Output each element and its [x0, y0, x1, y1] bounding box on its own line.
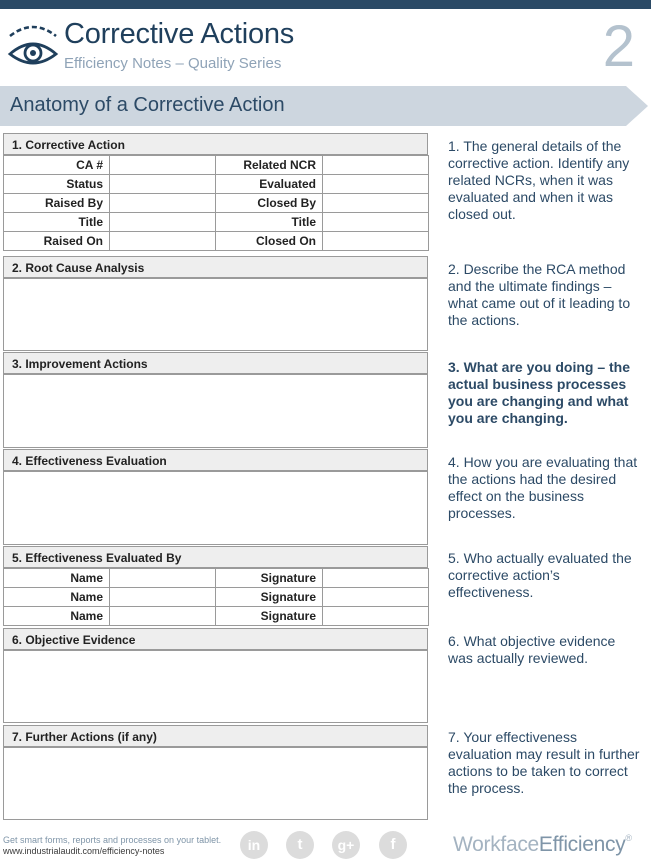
note-4: 4. How you are evaluating that the actions had the desired effect on the business processes. — [448, 454, 638, 521]
ca-number-field[interactable] — [110, 156, 216, 175]
section-header-improvement-actions: 3. Improvement Actions — [3, 352, 428, 374]
objective-evidence-textarea[interactable] — [3, 650, 428, 723]
brand-logo — [453, 833, 632, 857]
effectiveness-evaluation-textarea[interactable] — [3, 471, 428, 545]
table-row — [4, 156, 429, 175]
field-label: Closed On — [216, 232, 323, 251]
top-bar — [0, 0, 651, 9]
raised-on-field[interactable] — [110, 232, 216, 251]
closed-by-field[interactable] — [323, 194, 429, 213]
section-header-further-actions: 7. Further Actions (if any) — [3, 725, 428, 747]
further-actions-textarea[interactable] — [3, 747, 428, 820]
raised-title-field[interactable] — [110, 213, 216, 232]
note-7: 7. Your effectiveness evaluation may result in further actions to be taken to correct the process. — [448, 729, 640, 796]
table-row — [4, 232, 429, 251]
table-row — [4, 588, 429, 607]
related-ncr-field[interactable] — [323, 156, 429, 175]
table-row — [4, 194, 429, 213]
field-label: Signature — [216, 607, 323, 626]
field-label: Title — [216, 213, 323, 232]
note-5: 5. Who actually evaluated the corrective action’s effectiveness. — [448, 550, 632, 600]
table-row — [4, 607, 429, 626]
status-field[interactable] — [110, 175, 216, 194]
field-label: Evaluated — [216, 175, 323, 194]
section-header-evaluated-by: 5. Effectiveness Evaluated By — [3, 546, 428, 568]
note-2: 2. Describe the RCA method and the ultimate findings – what came out of it leading to the actions. — [448, 261, 631, 328]
signature-field[interactable] — [323, 588, 429, 607]
closed-on-field[interactable] — [323, 232, 429, 251]
twitter-icon[interactable]: t — [286, 831, 314, 859]
field-label: Raised By — [4, 194, 110, 213]
field-label: Name — [4, 569, 110, 588]
root-cause-textarea[interactable] — [3, 278, 428, 351]
name-field[interactable] — [110, 607, 216, 626]
field-label: Signature — [216, 588, 323, 607]
name-field[interactable] — [110, 569, 216, 588]
evaluated-field[interactable] — [323, 175, 429, 194]
field-label: Related NCR — [216, 156, 323, 175]
field-label: Status — [4, 175, 110, 194]
note-6: 6. What objective evidence was actually reviewed. — [448, 633, 616, 666]
footer-url-link[interactable]: www.industrialaudit.com/efficiency-notes — [3, 846, 165, 856]
closed-title-field[interactable] — [323, 213, 429, 232]
signature-field[interactable] — [323, 607, 429, 626]
table-row — [4, 175, 429, 194]
section-header-effectiveness-evaluation: 4. Effectiveness Evaluation — [3, 449, 428, 471]
field-label: Name — [4, 588, 110, 607]
field-label: CA # — [4, 156, 110, 175]
registered-mark: ® — [625, 833, 632, 843]
section-header-root-cause: 2. Root Cause Analysis — [3, 256, 428, 278]
linkedin-icon[interactable]: in — [240, 831, 268, 859]
table-row — [4, 569, 429, 588]
field-label: Raised On — [4, 232, 110, 251]
facebook-icon[interactable]: f — [379, 831, 407, 859]
table-row — [4, 213, 429, 232]
eye-icon — [6, 22, 60, 70]
page-subtitle: Efficiency Notes – Quality Series — [64, 55, 282, 72]
page-number: 2 — [602, 14, 635, 79]
brand-light: Workface — [453, 833, 539, 856]
field-label: Name — [4, 607, 110, 626]
name-field[interactable] — [110, 588, 216, 607]
footer-tagline: Get smart forms, reports and processes on your tablet. — [3, 835, 222, 845]
brand-bold: Efficiency — [538, 833, 626, 856]
google-plus-icon[interactable]: g+ — [332, 831, 360, 859]
page-title: Corrective Actions — [64, 18, 295, 50]
section-header-corrective-action: 1. Corrective Action — [3, 133, 428, 155]
note-3: 3. What are you doing – the actual business processes you are changing and what you are changing. — [448, 359, 631, 426]
signature-field[interactable] — [323, 569, 429, 588]
improvement-actions-textarea[interactable] — [3, 374, 428, 448]
evaluated-by-table — [3, 568, 429, 626]
field-label: Closed By — [216, 194, 323, 213]
note-1: 1. The general details of the corrective action. Identify any related NCRs, when it was evaluated and when it was closed out. — [448, 138, 630, 222]
corrective-action-table — [3, 155, 429, 251]
section-header-objective-evidence: 6. Objective Evidence — [3, 628, 428, 650]
section-banner — [0, 86, 651, 126]
raised-by-field[interactable] — [110, 194, 216, 213]
banner-title: Anatomy of a Corrective Action — [10, 94, 285, 116]
field-label: Signature — [216, 569, 323, 588]
field-label: Title — [4, 213, 110, 232]
